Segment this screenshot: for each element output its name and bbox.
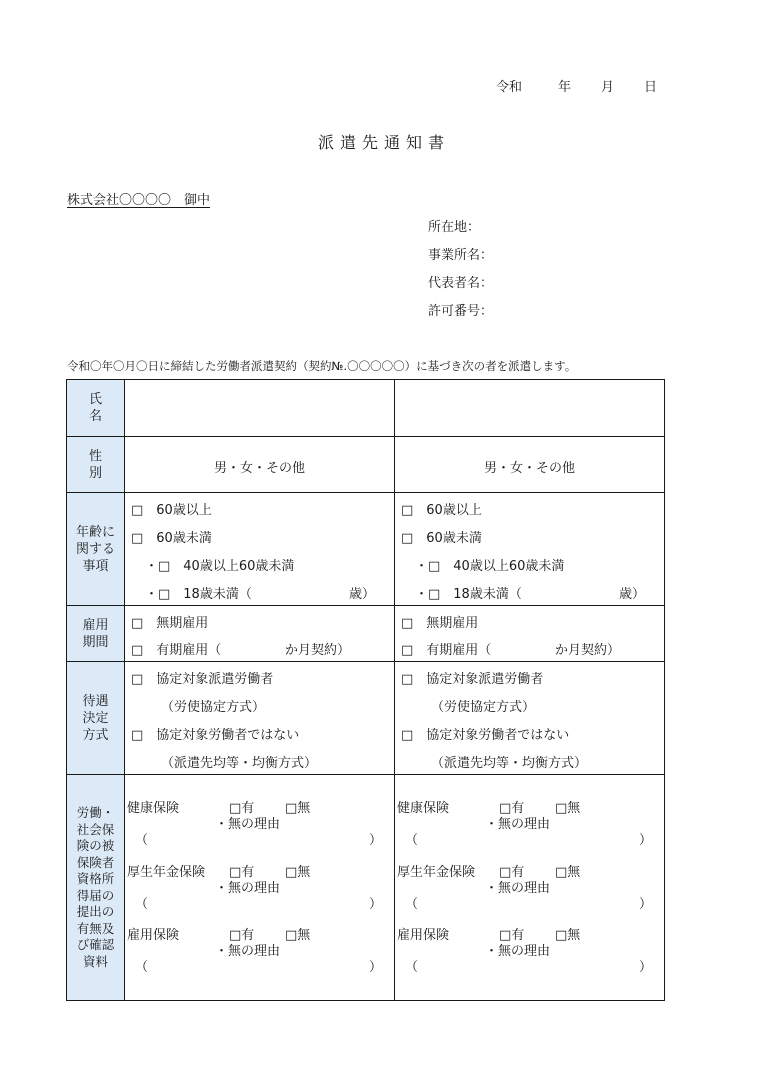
pension-yes-checkbox[interactable]: □有: [499, 865, 525, 880]
pension-reason-close: ）: [369, 897, 383, 912]
employment-ins-yes-checkbox[interactable]: □有: [229, 928, 255, 943]
dispatch-table: [66, 379, 665, 1001]
insurance-cell-2: [395, 775, 665, 1001]
date-year: 年: [558, 80, 572, 95]
pension-insurance-label: 厚生年金保険: [397, 865, 476, 880]
health-yes-checkbox[interactable]: □有: [499, 801, 525, 816]
treatment-cell-1: [125, 662, 395, 775]
label-age: 年齢に 関する 事項: [67, 493, 125, 606]
age-cell-1: [125, 493, 395, 606]
gender-cell-1[interactable]: [125, 437, 395, 493]
health-no-checkbox[interactable]: □無: [555, 801, 581, 816]
non-agreement-worker-checkbox[interactable]: □ 協定対象労働者ではない: [131, 728, 300, 743]
row-age: [67, 493, 665, 606]
employment-cell-2: [395, 606, 665, 662]
name-field-2[interactable]: [395, 380, 665, 437]
employment-ins-no-checkbox[interactable]: □無: [555, 928, 581, 943]
name-field-1[interactable]: [125, 380, 395, 437]
age-60-under-checkbox[interactable]: □ 60歳未満: [401, 531, 482, 546]
age-60-over-checkbox[interactable]: □ 60歳以上: [401, 503, 482, 518]
pension-reason-label: ・無の理由: [215, 881, 281, 896]
gender-options[interactable]: 男・女・その他: [213, 461, 305, 476]
employment-cell-1: [125, 606, 395, 662]
agreement-method-note: （労使協定方式）: [431, 700, 536, 715]
intro-text: 令和〇年〇月〇日に締結した労働者派遣契約（契約№.〇〇〇〇〇）に基づき次の者を派遣します。: [67, 359, 577, 373]
gender-options[interactable]: 男・女・その他: [483, 461, 575, 476]
row-name: [67, 380, 665, 437]
age-40-60-checkbox[interactable]: ・□ 40歳以上60歳未満: [415, 559, 565, 574]
indefinite-employment-checkbox[interactable]: □ 無期雇用: [131, 616, 209, 631]
employment-insurance-label: 雇用保険: [397, 928, 450, 943]
row-treatment-method: [67, 662, 665, 775]
age-60-over-checkbox[interactable]: □ 60歳以上: [131, 503, 212, 518]
pension-insurance-label: 厚生年金保険: [127, 865, 206, 880]
sender-permit-label: 許可番号：: [428, 304, 494, 319]
health-reason-label: ・無の理由: [485, 817, 551, 832]
pension-reason-label: ・無の理由: [485, 881, 551, 896]
health-insurance-label: 健康保険: [397, 801, 450, 816]
fixed-term-employment-checkbox[interactable]: □ 有期雇用（: [131, 643, 222, 658]
agreement-method-note: （労使協定方式）: [161, 700, 266, 715]
health-reason-label: ・無の理由: [215, 817, 281, 832]
health-reason-open: （: [135, 833, 149, 848]
page-title: 派遣先通知書: [317, 133, 450, 152]
label-name: 氏 名: [67, 380, 125, 437]
months-suffix: か月契約）: [285, 643, 351, 658]
date-line: [496, 76, 657, 95]
age-18-under-checkbox[interactable]: ・□ 18歳未満（: [415, 587, 522, 602]
employment-ins-reason-close: ）: [369, 960, 383, 975]
employment-ins-reason-open: （: [135, 960, 149, 975]
sender-office-label: 事業所名：: [428, 248, 494, 263]
age-40-60-checkbox[interactable]: ・□ 40歳以上60歳未満: [145, 559, 295, 574]
employment-ins-reason-close: ）: [639, 960, 653, 975]
employment-insurance-label: 雇用保険: [127, 928, 180, 943]
indefinite-employment-checkbox[interactable]: □ 無期雇用: [401, 616, 479, 631]
months-suffix: か月契約）: [555, 643, 621, 658]
health-reason-open: （: [405, 833, 419, 848]
date-day: 日: [644, 80, 658, 95]
agreement-worker-checkbox[interactable]: □ 協定対象派遣労働者: [131, 672, 274, 687]
health-insurance-label: 健康保険: [127, 801, 180, 816]
gender-cell-2[interactable]: [395, 437, 665, 493]
non-agreement-worker-checkbox[interactable]: □ 協定対象労働者ではない: [401, 728, 570, 743]
treatment-cell-2: [395, 662, 665, 775]
health-no-checkbox[interactable]: □無: [285, 801, 311, 816]
pension-yes-checkbox[interactable]: □有: [229, 865, 255, 880]
pension-reason-open: （: [135, 897, 149, 912]
age-60-under-checkbox[interactable]: □ 60歳未満: [131, 531, 212, 546]
pension-reason-open: （: [405, 897, 419, 912]
health-reason-close: ）: [369, 833, 383, 848]
employment-ins-reason-label: ・無の理由: [485, 944, 551, 959]
insurance-cell-1: [125, 775, 395, 1001]
row-insurance: [67, 775, 665, 1001]
age-suffix: 歳）: [619, 587, 646, 602]
pension-no-checkbox[interactable]: □無: [285, 865, 311, 880]
pension-no-checkbox[interactable]: □無: [555, 865, 581, 880]
label-gender: 性 別: [67, 437, 125, 493]
employment-ins-reason-label: ・無の理由: [215, 944, 281, 959]
sender-rep-label: 代表者名：: [428, 276, 494, 291]
employment-ins-yes-checkbox[interactable]: □有: [499, 928, 525, 943]
row-employment-period: [67, 606, 665, 662]
date-month: 月: [601, 80, 615, 95]
pension-reason-close: ）: [639, 897, 653, 912]
equal-treatment-note: （派遣先均等・均衡方式）: [431, 756, 588, 771]
age-suffix: 歳）: [349, 587, 376, 602]
label-insurance: 労働・ 社会保 険の被 保険者 資格所 得届の 提出の 有無及 び確認 資料: [67, 775, 125, 1001]
sender-address-label: 所在地：: [428, 220, 481, 235]
employment-ins-no-checkbox[interactable]: □無: [285, 928, 311, 943]
age-cell-2: [395, 493, 665, 606]
health-reason-close: ）: [639, 833, 653, 848]
addressee: 株式会社〇〇〇〇 御中: [67, 193, 211, 208]
date-era: 令和: [496, 80, 523, 95]
age-18-under-checkbox[interactable]: ・□ 18歳未満（: [145, 587, 252, 602]
health-yes-checkbox[interactable]: □有: [229, 801, 255, 816]
label-treatment-method: 待遇 決定 方式: [67, 662, 125, 775]
fixed-term-employment-checkbox[interactable]: □ 有期雇用（: [401, 643, 492, 658]
equal-treatment-note: （派遣先均等・均衡方式）: [161, 756, 318, 771]
agreement-worker-checkbox[interactable]: □ 協定対象派遣労働者: [401, 672, 544, 687]
employment-ins-reason-open: （: [405, 960, 419, 975]
label-employment-period: 雇用 期間: [67, 606, 125, 662]
row-gender: [67, 437, 665, 493]
